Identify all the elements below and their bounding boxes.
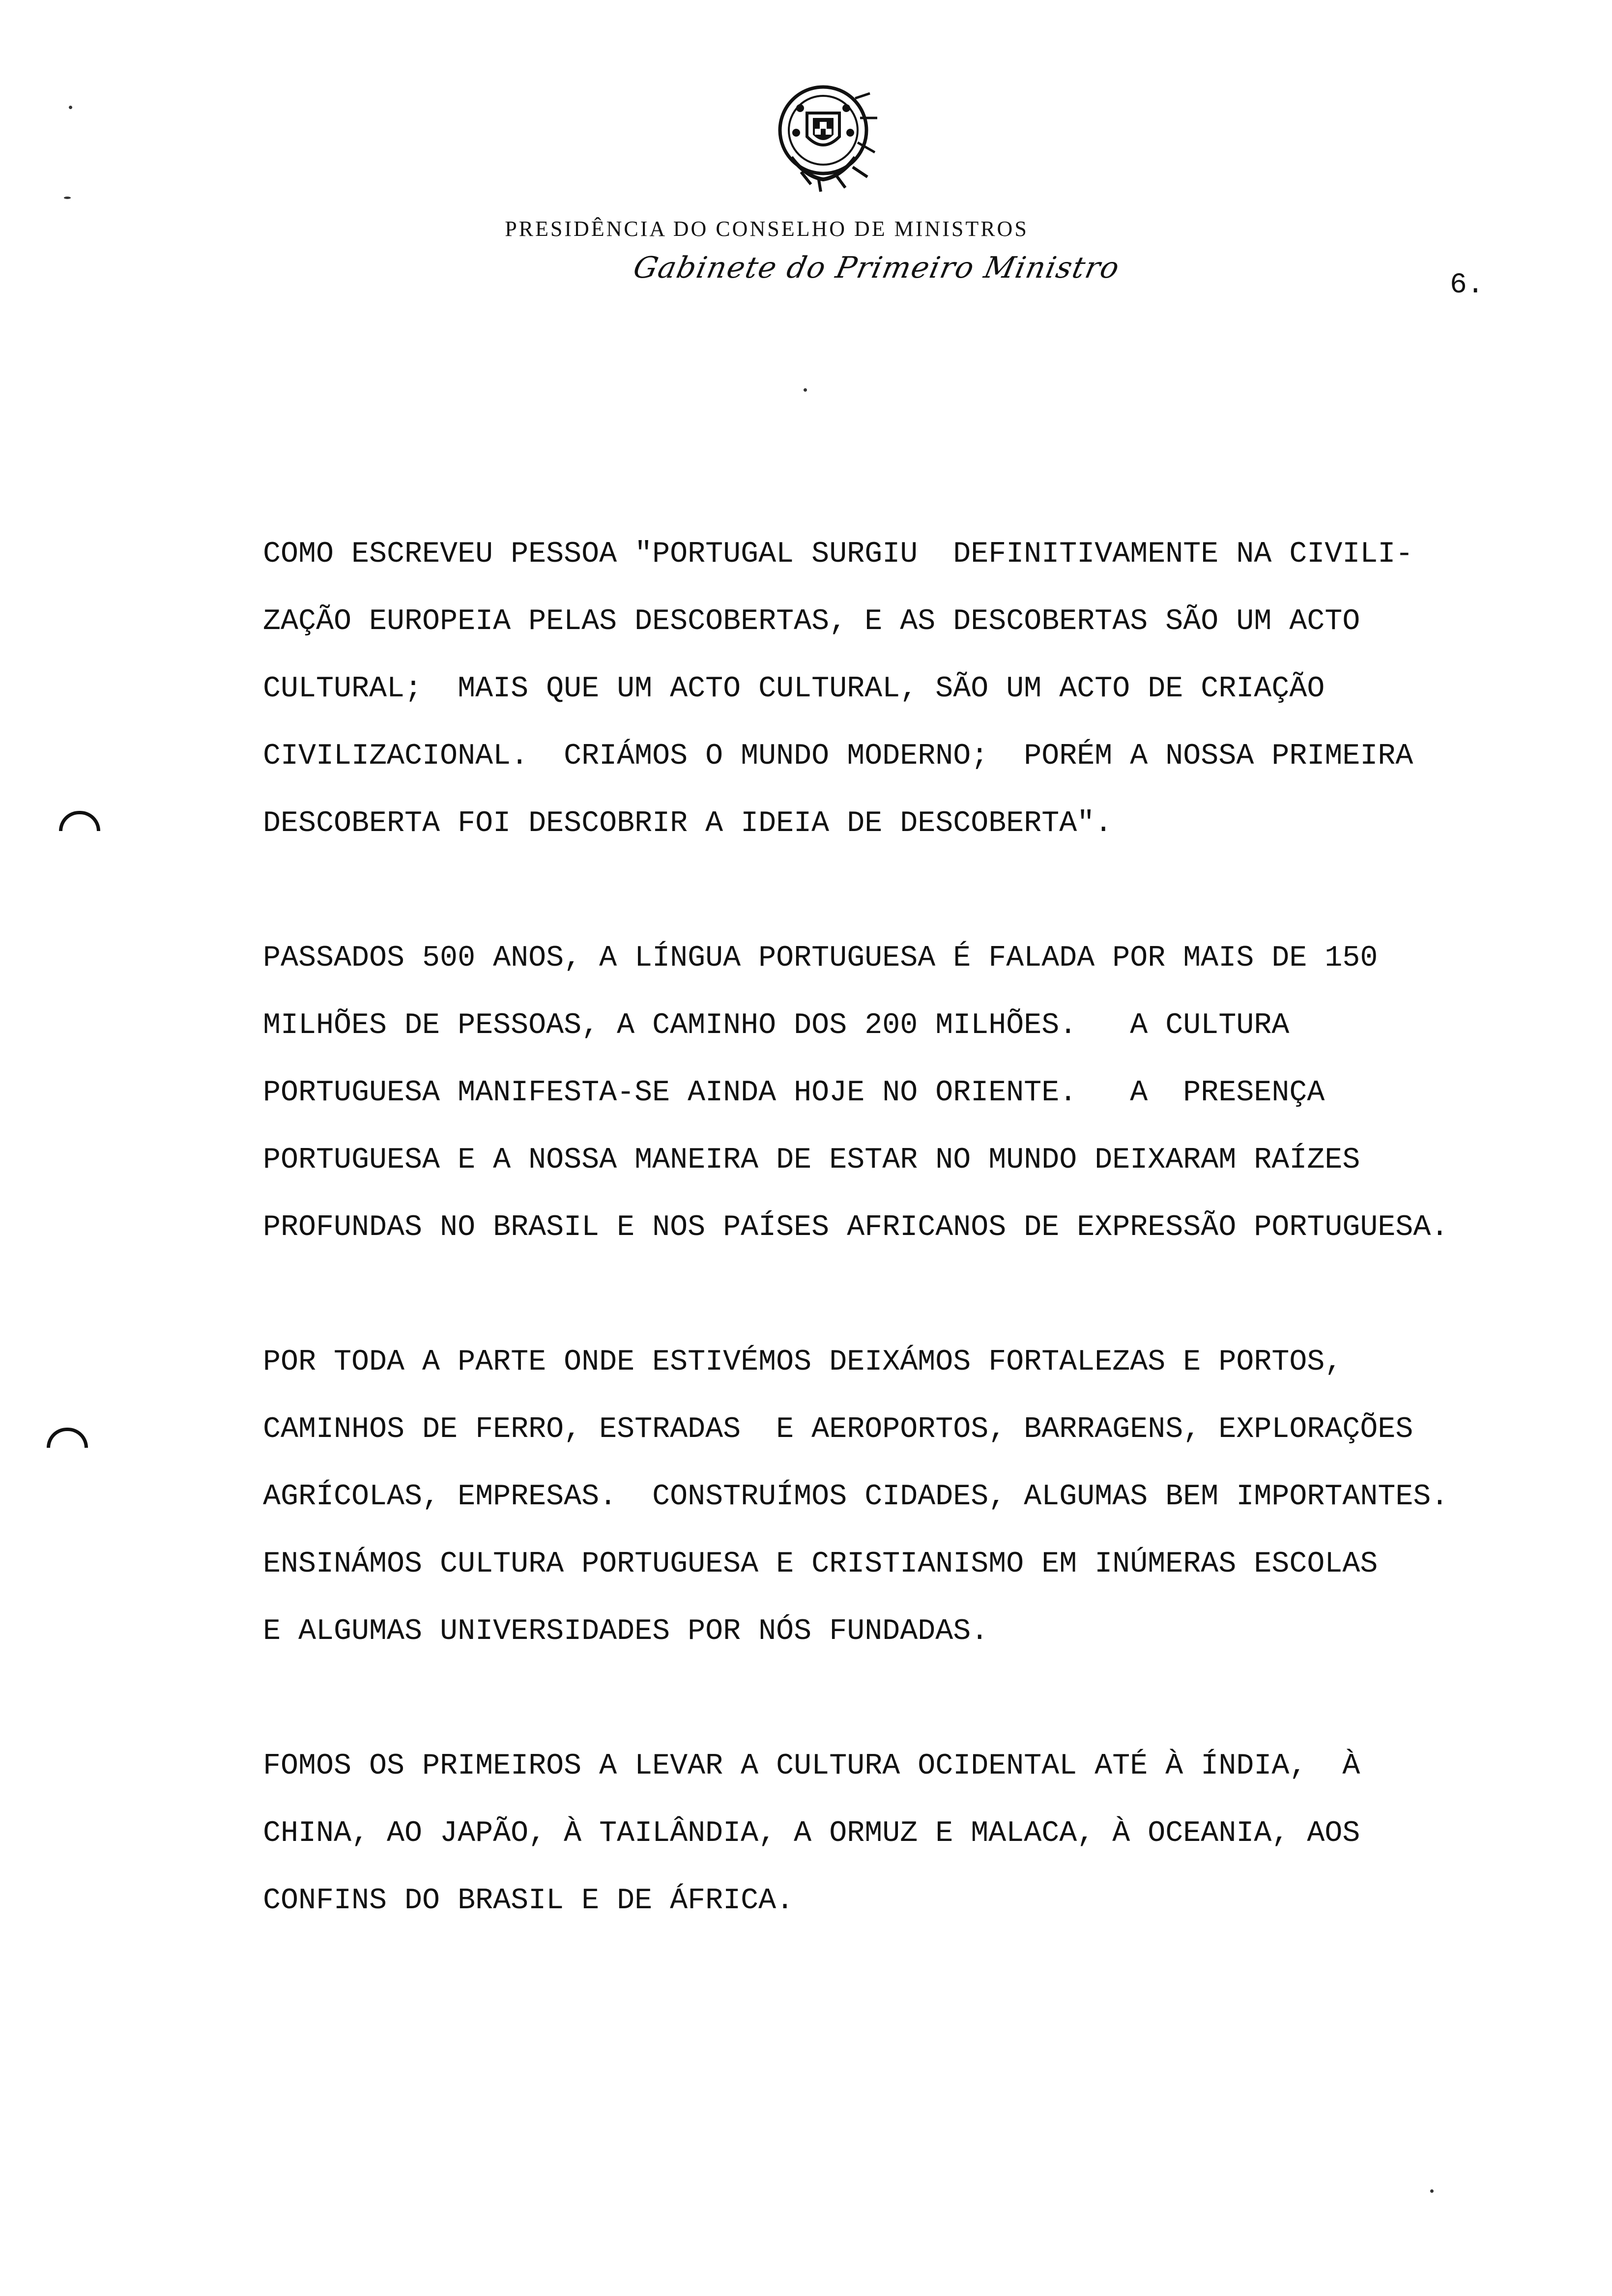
body-text <box>263 521 1600 2002</box>
text-line: CULTURAL; MAIS QUE UM ACTO CULTURAL, SÃO UM ACTO DE CRIAÇÃO <box>263 672 1325 706</box>
text-line: CONFINS DO BRASIL E DE ÁFRICA. <box>263 1884 794 1918</box>
text-line: POR TODA A PARTE ONDE ESTIVÉMOS DEIXÁMOS FORTALEZAS E PORTOS, <box>263 1346 1343 1379</box>
paragraph-2 <box>263 925 1600 1262</box>
text-line: PROFUNDAS NO BRASIL E NOS PAÍSES AFRICANOS DE EXPRESSÃO PORTUGUESA. <box>263 1211 1449 1244</box>
text-line: E ALGUMAS UNIVERSIDADES POR NÓS FUNDADAS. <box>263 1615 989 1648</box>
text-line: PORTUGUESA E A NOSSA MANEIRA DE ESTAR NO MUNDO DEIXARAM RAÍZES <box>263 1144 1360 1177</box>
scan-speck <box>64 197 71 199</box>
margin-hole-mark <box>59 811 100 831</box>
text-line: COMO ESCREVEU PESSOA "PORTUGAL SURGIU DEFINITIVAMENTE NA CIVILI- <box>263 538 1413 571</box>
paragraph-4 <box>263 1733 1600 1935</box>
text-line: MILHÕES DE PESSOAS, A CAMINHO DOS 200 MILHÕES. A CULTURA <box>263 1009 1290 1042</box>
page-number: 6. <box>1450 269 1484 301</box>
scan-speck <box>1430 2189 1434 2193</box>
scan-speck <box>69 106 72 109</box>
text-line: DESCOBERTA FOI DESCOBRIR A IDEIA DE DESCOBERTA". <box>263 807 1113 840</box>
text-line: FOMOS OS PRIMEIROS A LEVAR A CULTURA OCIDENTAL ATÉ À ÍNDIA, À <box>263 1750 1360 1783</box>
text-line: ZAÇÃO EUROPEIA PELAS DESCOBERTAS, E AS DESCOBERTAS SÃO UM ACTO <box>263 605 1360 638</box>
text-line: CAMINHOS DE FERRO, ESTRADAS E AEROPORTOS, BARRAGENS, EXPLORAÇÕES <box>263 1413 1413 1446</box>
text-line: PASSADOS 500 ANOS, A LÍNGUA PORTUGUESA É FALADA POR MAIS DE 150 <box>263 942 1378 975</box>
text-line: PORTUGUESA MANIFESTA-SE AINDA HOJE NO ORIENTE. A PRESENÇA <box>263 1076 1325 1110</box>
paragraph-1 <box>263 521 1600 858</box>
scan-speck <box>804 388 807 392</box>
text-line: AGRÍCOLAS, EMPRESAS. CONSTRUÍMOS CIDADES, ALGUMAS BEM IMPORTANTES. <box>263 1480 1449 1514</box>
header-title: PRESIDÊNCIA DO CONSELHO DE MINISTROS <box>505 217 1029 241</box>
text-line: CIVILIZACIONAL. CRIÁMOS O MUNDO MODERNO; PORÉM A NOSSA PRIMEIRA <box>263 740 1413 773</box>
text-line: CHINA, AO JAPÃO, À TAILÂNDIA, A ORMUZ E MALACA, À OCEANIA, AOS <box>263 1817 1360 1850</box>
text-line: ENSINÁMOS CULTURA PORTUGUESA E CRISTIANISMO EM INÚMERAS ESCOLAS <box>263 1548 1378 1581</box>
coat-of-arms-seal-icon <box>772 79 885 201</box>
paragraph-3 <box>263 1329 1600 1665</box>
header-subtitle: Gabinete do Primeiro Ministro <box>630 251 1123 285</box>
margin-hole-mark <box>47 1428 88 1448</box>
